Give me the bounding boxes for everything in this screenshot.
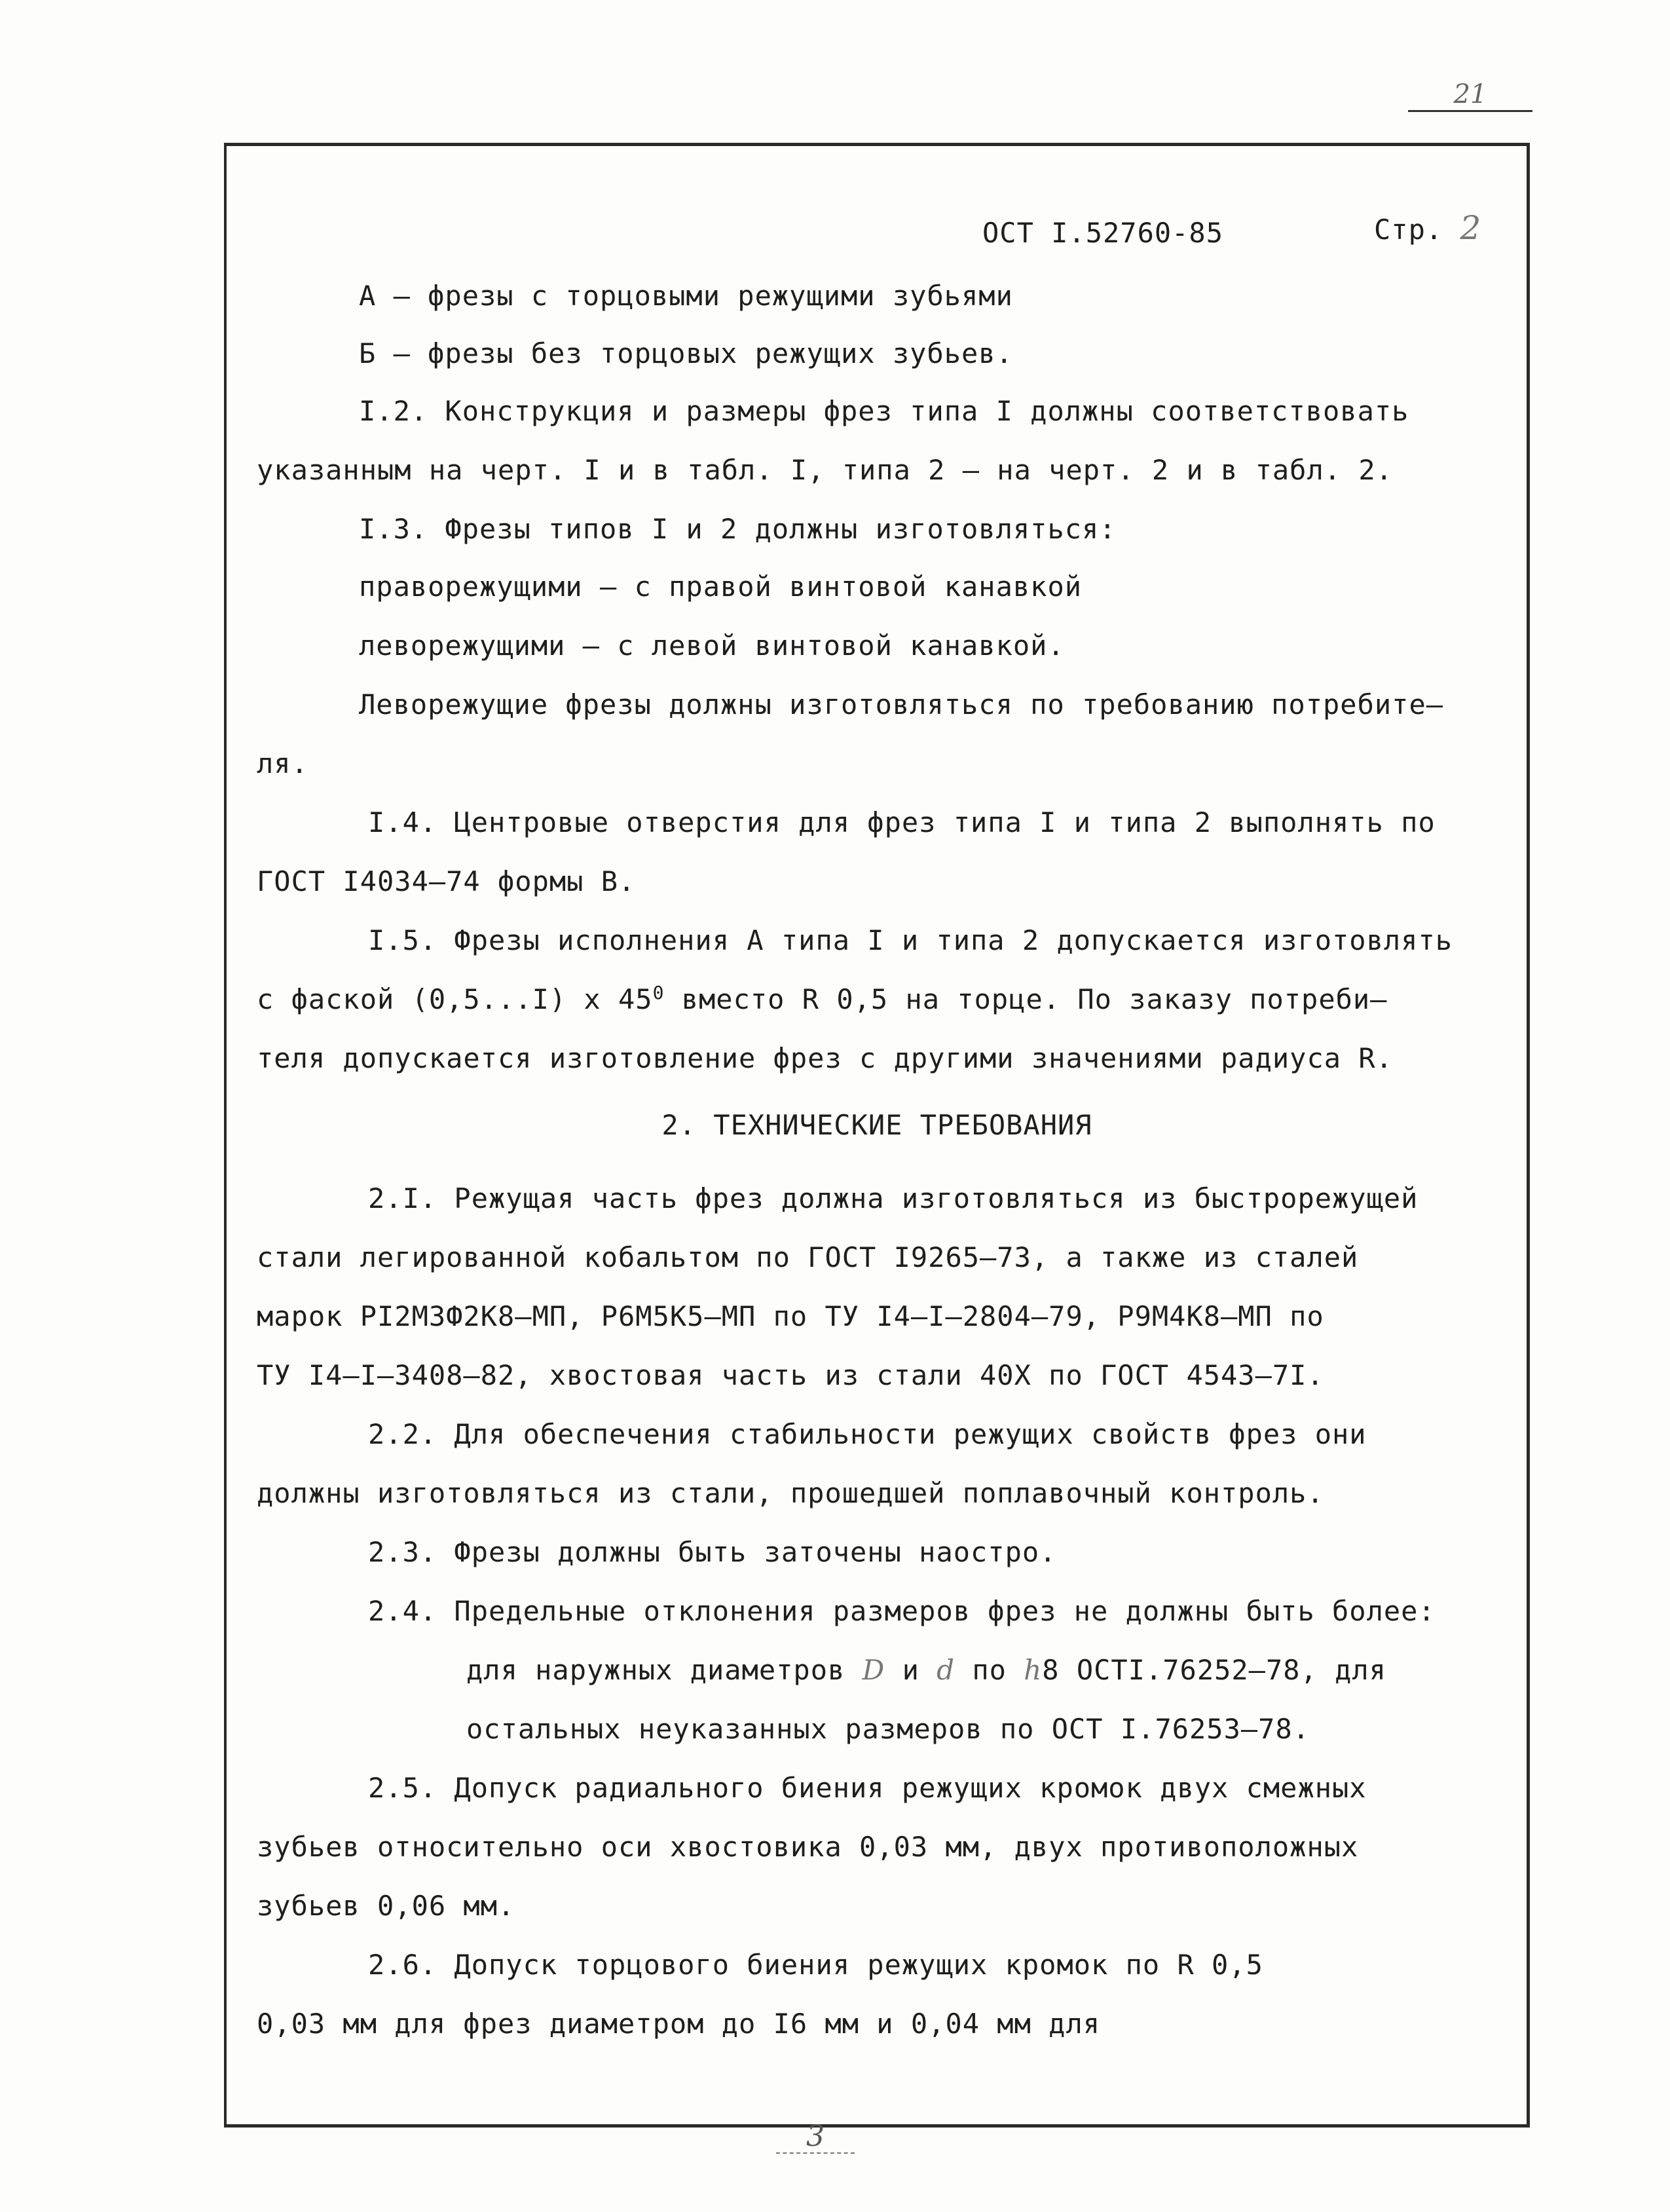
symbol-d: d (937, 1654, 956, 1686)
text-line: ТУ I4–I–3408–82, хвостовая часть из стали 40X по ГОСТ 4543–7I. (257, 1359, 1324, 1391)
text-line: Леворежущие фрезы должны изготовляться по требованию потребите– (359, 688, 1444, 721)
text-fragment: 8 ОСТI.76252–78, для (1042, 1654, 1386, 1686)
text-line: стали легированной кобальтом по ГОСТ I9265–73, а также из сталей (257, 1241, 1359, 1273)
page-number-label (1374, 210, 1481, 248)
corner-sheet-mark: 21 (1408, 79, 1532, 112)
text-line: остальных неуказанных размеров по ОСТ I.76253–78. (466, 1713, 1310, 1745)
text-line: должны изготовляться из стали, прошедшей поплавочный контроль. (257, 1477, 1324, 1509)
text-line (466, 1652, 1386, 1689)
text-fragment: по (955, 1654, 1024, 1686)
text-line: ля. (257, 747, 308, 779)
text-line: зубьев 0,06 мм. (257, 1890, 515, 1922)
text-fragment: вместо R 0,5 на торце. По заказу потреби– (664, 983, 1388, 1015)
degree-superscript: 0 (652, 982, 665, 1003)
text-line: 2.I. Режущая часть фрез должна изготовляться из быстрорежущей (368, 1182, 1419, 1214)
text-line: 2.5. Допуск радиального биения режущих кромок двух смежных (368, 1772, 1367, 1804)
text-fragment: с фаской (0,5...I) x 45 (257, 983, 653, 1015)
text-line: 2.4. Предельные отклонения размеров фрез не должны быть более: (368, 1595, 1436, 1627)
text-line: 2.6. Допуск торцового биения режущих кромок по R 0,5 (368, 1949, 1263, 1981)
page-number-handwritten: 2 (1460, 209, 1482, 247)
text-fragment: для наружных диаметров (466, 1654, 863, 1686)
section-heading: 2. ТЕХНИЧЕСКИЕ ТРЕБОВАНИЯ (661, 1109, 1092, 1141)
text-line: I.5. Фрезы исполнения А типа I и типа 2 допускается изготовлять (368, 924, 1453, 956)
document-code: ОСТ I.52760-85 (982, 217, 1224, 249)
text-fragment: и (885, 1654, 937, 1686)
text-line: 0,03 мм для фрез диаметром до I6 мм и 0,04 мм для (257, 2008, 1101, 2040)
text-line: 2.2. Для обеспечения стабильности режущих свойств фрез они (368, 1418, 1367, 1450)
text-line: Б – фрезы без торцовых режущих зубьев. (359, 337, 1013, 369)
text-line: ГОСТ I4034–74 формы В. (257, 865, 636, 897)
text-line: 2.3. Фрезы должны быть заточены наостро. (368, 1536, 1057, 1568)
text-line: I.3. Фрезы типов I и 2 должны изготовляться: (359, 513, 1117, 545)
symbol-D: D (862, 1654, 885, 1686)
text-line: I.2. Конструкция и размеры фрез типа I должны соответствовать (359, 395, 1409, 427)
text-line: леворежущими – с левой винтовой канавкой. (359, 629, 1065, 662)
text-line: праворежущими – с правой винтовой канавкой (359, 571, 1083, 603)
text-line: А – фрезы с торцовыми режущими зубьями (359, 280, 1013, 312)
text-line: зубьев относительно оси хвостовика 0,03 мм, двух противоположных (257, 1831, 1359, 1863)
text-line: I.4. Центровые отверстия для фрез типа I и типа 2 выполнять по (368, 806, 1436, 838)
text-line (257, 981, 1387, 1018)
text-line: марок PI2M3Ф2K8–MП, P6M5K5–MП по ТУ I4–I–2804–79, P9M4K8–MП по (257, 1300, 1324, 1332)
text-line: указанным на черт. I и в табл. I, типа 2 – на черт. 2 и в табл. 2. (257, 454, 1393, 486)
symbol-h: h (1024, 1654, 1043, 1686)
text-line: теля допускается изготовление фрез с другими значениями радиуса R. (257, 1042, 1393, 1074)
page-label: Стр. (1374, 214, 1443, 246)
bottom-sheet-mark: 3 (776, 2121, 855, 2154)
